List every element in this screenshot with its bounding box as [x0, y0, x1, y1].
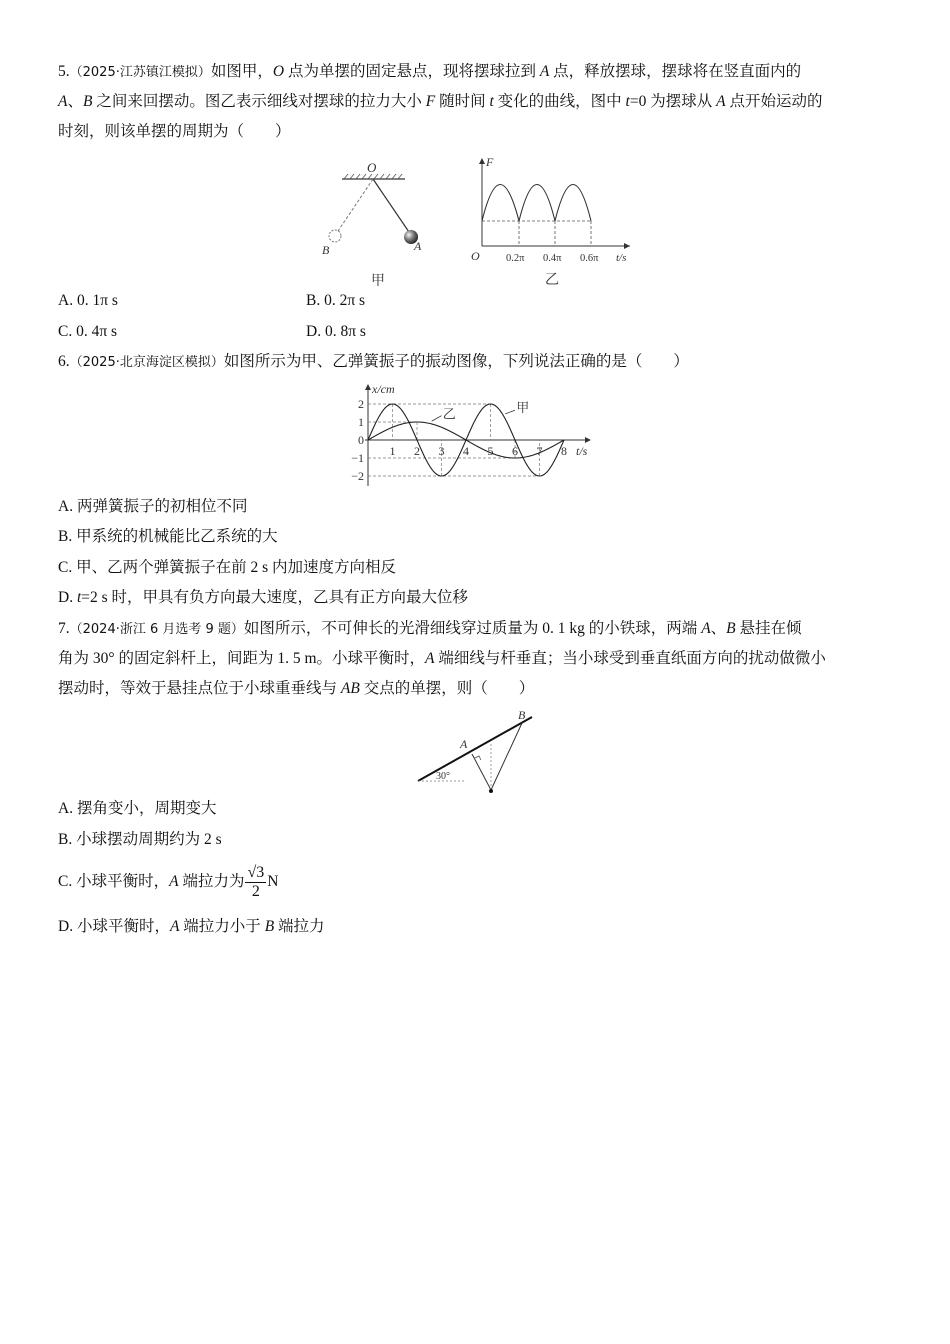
q5-text: 、: [67, 93, 83, 110]
q7-text: 角为 30° 的固定斜杆上，间距为 1. 5 m。小球平衡时，: [58, 650, 426, 667]
q7-option-c-unit: N: [267, 873, 279, 890]
x-tick-6: 6: [512, 444, 518, 458]
q7-option-a[interactable]: A. 摆角变小，周期变大: [58, 800, 217, 817]
q7-text: 、: [710, 620, 727, 637]
q5-option-d[interactable]: D. 0. 8π s: [306, 323, 366, 340]
x-axis-arrow: [624, 243, 630, 249]
iron-ball: [489, 789, 493, 793]
y-axis-arrow: [479, 158, 485, 164]
string-B: [491, 723, 522, 790]
pendulum-string-dashed: [338, 179, 373, 231]
q6-stem: 如图所示为甲、乙弹簧振子的振动图像，下列说法正确的是（ ）: [223, 353, 689, 370]
q7-option-d-var-B: B: [264, 918, 275, 935]
q7-option-c-text: 端拉力为: [178, 873, 245, 890]
q5-option-c[interactable]: C. 0. 4π s: [58, 323, 118, 340]
label-origin: O: [471, 249, 480, 263]
q5-text: 随时间: [435, 93, 490, 110]
q6-option-b[interactable]: B. 甲系统的机械能比乙系统的大: [58, 528, 278, 545]
q5-number: 5.: [58, 63, 70, 80]
fraction-denominator: 2: [251, 882, 260, 900]
q5-figure-pendulum: [300, 155, 450, 290]
x-tick-4: 4: [463, 444, 469, 458]
q5-var-B: B: [82, 93, 93, 110]
q7-option-d[interactable]: [58, 917, 325, 937]
tick-0.6pi: 0.6π: [580, 253, 599, 264]
label-jia-leader: [505, 410, 515, 414]
q5-text: 时刻，则该单摆的周期为（ ）: [58, 123, 291, 140]
q7-figure-incline: [410, 705, 550, 800]
label-B: B: [322, 243, 330, 257]
q5-figure-force-graph: [465, 150, 645, 290]
q7-var-A: A: [701, 620, 711, 637]
y-tick--2: −2: [351, 469, 364, 483]
q7-text: 交点的单摆，则（ ）: [359, 680, 535, 697]
q5-var-A: A: [539, 63, 550, 80]
q5-var-F: F: [425, 93, 436, 110]
label-A: A: [414, 239, 422, 253]
q6-vibration-graph: [340, 378, 610, 490]
label-A: A: [460, 737, 468, 751]
label-F: F: [486, 155, 494, 169]
q7-var-A: A: [425, 650, 435, 667]
caption-jia: 甲: [371, 274, 385, 289]
tick-0.4pi: 0.4π: [543, 253, 562, 264]
q5-var-t: t: [489, 93, 494, 110]
q7-text: 摆动时，等效于悬挂点位于小球重垂线与: [58, 680, 341, 697]
y-tick-2: 2: [358, 397, 364, 411]
q6-option-c[interactable]: C. 甲、乙两个弹簧振子在前 2 s 内加速度方向相反: [58, 559, 396, 576]
q7-option-d-text: 端拉力小于: [179, 918, 265, 935]
x-tick-3: 3: [438, 444, 445, 458]
q7-text: 如图所示，不可伸长的光滑细线穿过质量为 0. 1 kg 的小铁球，两端: [243, 620, 702, 637]
y-tick--1: −1: [351, 451, 364, 465]
y-axis-label: x/cm: [372, 382, 395, 396]
q7-text: 端细线与杆垂直；当小球受到垂直纸面方向的扰动做微小: [434, 650, 826, 667]
y-tick-1: 1: [358, 415, 364, 429]
q6-option-d-text: =2 s 时，甲具有负方向最大速度，乙具有正方向最大位移: [81, 589, 469, 606]
q5-line-2: [58, 92, 822, 112]
q5-option-a[interactable]: A. 0. 1π s: [58, 292, 118, 309]
q5-text: 点为单摆的固定悬点，现将摆球拉到: [284, 63, 540, 80]
q5-text: 点开始运动的: [725, 93, 823, 110]
q7-text: 悬挂在倾: [735, 620, 802, 637]
q6-option-a[interactable]: A. 两弹簧振子的初相位不同: [58, 498, 248, 515]
q7-number: 7.: [58, 620, 70, 637]
force-curve: [482, 185, 591, 222]
pendulum-string: [373, 179, 409, 232]
q6-option-d[interactable]: [58, 588, 468, 608]
q6-option-d-prefix: D.: [58, 589, 77, 606]
q7-option-c[interactable]: [58, 862, 278, 902]
x-tick-2: 2: [414, 444, 420, 458]
q5-line-3: [58, 122, 291, 142]
q5-source: （2025·江苏镇江模拟）: [69, 65, 211, 80]
q5-var-A: A: [58, 93, 68, 110]
q7-line-1: [58, 619, 802, 640]
x-tick-7: 7: [536, 444, 543, 458]
x-axis-arrow: [585, 437, 591, 443]
right-angle-mark: [475, 756, 481, 760]
q5-text: =0 为摆球从: [629, 93, 717, 110]
x-axis-label: t/s: [616, 252, 627, 264]
q5-var-A: A: [716, 93, 726, 110]
q5-text: 如图甲，: [210, 63, 273, 80]
q7-option-d-text-end: 端拉力: [274, 918, 325, 935]
x-tick-1: 1: [389, 444, 396, 458]
angle-label: 30°: [436, 771, 450, 782]
q6-option-d-var-t: t: [76, 589, 82, 606]
y-axis-arrow: [365, 384, 371, 390]
q7-line-3: [58, 679, 534, 699]
q6-number: 6.: [58, 353, 70, 370]
tick-0.2pi: 0.2π: [506, 253, 525, 264]
q7-source: （2024·浙江 6 月选考 9 题）: [69, 622, 244, 637]
caption-yi: 乙: [545, 273, 559, 288]
x-tick-8: 8: [561, 444, 567, 458]
q5-var-t: t: [625, 93, 630, 110]
label-yi-leader: [432, 416, 442, 421]
pendulum-ball-B: [329, 230, 341, 242]
q5-text: 变化的曲线，图中: [493, 93, 626, 110]
q7-var-AB: AB: [340, 680, 360, 697]
fraction-sqrt3-over-2: [245, 864, 266, 901]
y-tick-0: 0: [358, 433, 364, 447]
q5-var-O: O: [272, 63, 285, 80]
label-B: B: [518, 708, 526, 722]
q7-option-c-prefix: C. 小球平衡时，: [58, 873, 170, 890]
q5-option-b[interactable]: B. 0. 2π s: [306, 292, 366, 309]
q5-text: 点，释放摆球，摆球将在竖直面内的: [549, 63, 802, 80]
q7-option-d-prefix: D. 小球平衡时，: [58, 918, 170, 935]
q7-line-2: [58, 649, 826, 669]
x-tick-5: 5: [487, 444, 494, 458]
string-A: [472, 754, 491, 790]
q6-line-1: [58, 352, 689, 373]
fraction-numerator: √3: [247, 863, 265, 881]
q7-option-b[interactable]: B. 小球摆动周期约为 2 s: [58, 831, 222, 848]
q7-var-B: B: [726, 620, 736, 637]
q5-line-1: [58, 62, 801, 83]
q7-option-d-var-A: A: [169, 918, 180, 935]
q5-text: 之间来回摆动。图乙表示细线对摆球的拉力大小: [92, 93, 426, 110]
q6-source: （2025·北京海淀区模拟）: [69, 355, 224, 370]
series-yi-label: 乙: [442, 406, 456, 422]
q7-option-c-var-A: A: [169, 873, 179, 890]
label-O: O: [367, 160, 377, 175]
series-jia-label: 甲: [516, 400, 530, 416]
x-axis-label: t/s: [576, 444, 588, 458]
